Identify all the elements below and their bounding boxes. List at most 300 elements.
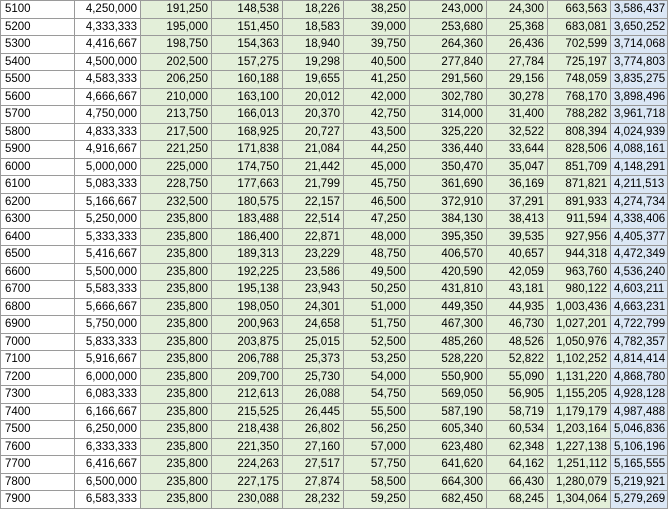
cell-deduction-a[interactable]: 235,800 — [141, 421, 212, 439]
cell-net-amount[interactable]: 4,663,231 — [611, 298, 668, 316]
cell-total-deductions[interactable]: 851,709 — [548, 158, 611, 176]
cell-gross[interactable]: 4,916,667 — [75, 141, 141, 159]
cell-deduction-c[interactable]: 23,943 — [283, 281, 344, 299]
cell-deduction-b[interactable]: 209,700 — [212, 368, 283, 386]
cell-total-deductions[interactable]: 828,506 — [548, 141, 611, 159]
cell-deduction-a[interactable]: 235,800 — [141, 211, 212, 229]
cell-deduction-c[interactable]: 23,229 — [283, 246, 344, 264]
cell-gross[interactable]: 6,166,667 — [75, 403, 141, 421]
cell-weight[interactable]: 7900 — [1, 491, 75, 509]
cell-net-amount[interactable]: 3,714,068 — [611, 36, 668, 54]
cell-total-deductions[interactable]: 1,227,138 — [548, 438, 611, 456]
cell-deduction-a[interactable]: 235,800 — [141, 246, 212, 264]
cell-weight[interactable]: 7100 — [1, 351, 75, 369]
cell-total-deductions[interactable]: 1,003,436 — [548, 298, 611, 316]
cell-deduction-d[interactable]: 58,500 — [344, 473, 410, 491]
cell-total-deductions[interactable]: 963,760 — [548, 263, 611, 281]
cell-deduction-b[interactable]: 163,100 — [212, 88, 283, 106]
cell-deduction-b[interactable]: 206,788 — [212, 351, 283, 369]
cell-weight[interactable]: 6800 — [1, 298, 75, 316]
cell-tax[interactable]: 350,470 — [410, 158, 487, 176]
cell-total-deductions[interactable]: 1,155,205 — [548, 386, 611, 404]
cell-gross[interactable]: 5,750,000 — [75, 316, 141, 334]
cell-deduction-c[interactable]: 20,370 — [283, 106, 344, 124]
table-row — [1, 88, 668, 106]
cell-tax[interactable]: 467,300 — [410, 316, 487, 334]
cell-tax[interactable]: 587,190 — [410, 403, 487, 421]
cell-local-tax[interactable]: 55,090 — [487, 368, 548, 386]
cell-gross[interactable]: 5,166,667 — [75, 193, 141, 211]
cell-tax[interactable]: 420,590 — [410, 263, 487, 281]
cell-tax[interactable]: 664,300 — [410, 473, 487, 491]
cell-deduction-c[interactable]: 26,445 — [283, 403, 344, 421]
cell-weight[interactable]: 5400 — [1, 53, 75, 71]
cell-gross[interactable]: 4,750,000 — [75, 106, 141, 124]
cell-gross[interactable]: 6,416,667 — [75, 456, 141, 474]
cell-tax[interactable]: 253,680 — [410, 18, 487, 36]
cell-deduction-c[interactable]: 20,012 — [283, 88, 344, 106]
cell-deduction-a[interactable]: 228,750 — [141, 176, 212, 194]
cell-weight[interactable]: 5200 — [1, 18, 75, 36]
cell-deduction-a[interactable]: 213,750 — [141, 106, 212, 124]
cell-deduction-b[interactable]: 215,525 — [212, 403, 283, 421]
cell-deduction-c[interactable]: 20,727 — [283, 123, 344, 141]
cell-deduction-c[interactable]: 28,232 — [283, 491, 344, 509]
cell-deduction-c[interactable]: 22,514 — [283, 211, 344, 229]
cell-net-amount[interactable]: 3,774,803 — [611, 53, 668, 71]
cell-gross[interactable]: 4,333,333 — [75, 18, 141, 36]
cell-deduction-a[interactable]: 235,800 — [141, 368, 212, 386]
cell-deduction-b[interactable]: 148,538 — [212, 1, 283, 19]
table-row — [1, 368, 668, 386]
cell-total-deductions[interactable]: 1,050,976 — [548, 333, 611, 351]
cell-gross[interactable]: 6,000,000 — [75, 368, 141, 386]
cell-weight[interactable]: 7300 — [1, 386, 75, 404]
cell-gross[interactable]: 4,583,333 — [75, 71, 141, 89]
cell-net-amount[interactable]: 5,106,196 — [611, 438, 668, 456]
cell-net-amount[interactable]: 3,898,496 — [611, 88, 668, 106]
cell-total-deductions[interactable]: 944,318 — [548, 246, 611, 264]
cell-net-amount[interactable]: 4,782,357 — [611, 333, 668, 351]
cell-deduction-b[interactable]: 203,875 — [212, 333, 283, 351]
cell-deduction-b[interactable]: 212,613 — [212, 386, 283, 404]
cell-local-tax[interactable]: 38,413 — [487, 211, 548, 229]
cell-tax[interactable]: 277,840 — [410, 53, 487, 71]
cell-deduction-b[interactable]: 224,263 — [212, 456, 283, 474]
cell-deduction-b[interactable]: 186,400 — [212, 228, 283, 246]
cell-deduction-d[interactable]: 39,000 — [344, 18, 410, 36]
cell-tax[interactable]: 682,450 — [410, 491, 487, 509]
cell-tax[interactable]: 372,910 — [410, 193, 487, 211]
cell-deduction-b[interactable]: 183,488 — [212, 211, 283, 229]
cell-deduction-b[interactable]: 168,925 — [212, 123, 283, 141]
cell-gross[interactable]: 5,833,333 — [75, 333, 141, 351]
cell-deduction-c[interactable]: 24,301 — [283, 298, 344, 316]
cell-total-deductions[interactable]: 683,081 — [548, 18, 611, 36]
cell-deduction-d[interactable]: 51,000 — [344, 298, 410, 316]
cell-local-tax[interactable]: 43,181 — [487, 281, 548, 299]
cell-weight[interactable]: 6700 — [1, 281, 75, 299]
cell-deduction-c[interactable]: 18,226 — [283, 1, 344, 19]
cell-deduction-a[interactable]: 235,800 — [141, 333, 212, 351]
cell-net-amount[interactable]: 4,274,734 — [611, 193, 668, 211]
cell-deduction-c[interactable]: 21,084 — [283, 141, 344, 159]
cell-total-deductions[interactable]: 1,203,164 — [548, 421, 611, 439]
cell-total-deductions[interactable]: 725,197 — [548, 53, 611, 71]
cell-gross[interactable]: 6,500,000 — [75, 473, 141, 491]
cell-net-amount[interactable]: 3,586,437 — [611, 1, 668, 19]
cell-weight[interactable]: 7700 — [1, 456, 75, 474]
cell-deduction-c[interactable]: 27,160 — [283, 438, 344, 456]
cell-local-tax[interactable]: 31,400 — [487, 106, 548, 124]
cell-local-tax[interactable]: 42,059 — [487, 263, 548, 281]
cell-weight[interactable]: 6200 — [1, 193, 75, 211]
cell-total-deductions[interactable]: 702,599 — [548, 36, 611, 54]
cell-gross[interactable]: 4,666,667 — [75, 88, 141, 106]
cell-local-tax[interactable]: 26,436 — [487, 36, 548, 54]
cell-tax[interactable]: 528,220 — [410, 351, 487, 369]
cell-local-tax[interactable]: 25,368 — [487, 18, 548, 36]
cell-tax[interactable]: 384,130 — [410, 211, 487, 229]
cell-gross[interactable]: 5,666,667 — [75, 298, 141, 316]
cell-weight[interactable]: 6000 — [1, 158, 75, 176]
cell-tax[interactable]: 325,220 — [410, 123, 487, 141]
cell-deduction-d[interactable]: 54,750 — [344, 386, 410, 404]
cell-deduction-d[interactable]: 46,500 — [344, 193, 410, 211]
cell-gross[interactable]: 6,583,333 — [75, 491, 141, 509]
cell-net-amount[interactable]: 4,603,211 — [611, 281, 668, 299]
cell-deduction-d[interactable]: 45,750 — [344, 176, 410, 194]
table-row — [1, 18, 668, 36]
cell-local-tax[interactable]: 30,278 — [487, 88, 548, 106]
cell-gross[interactable]: 5,916,667 — [75, 351, 141, 369]
cell-deduction-a[interactable]: 191,250 — [141, 1, 212, 19]
cell-deduction-a[interactable]: 235,800 — [141, 316, 212, 334]
cell-net-amount[interactable]: 4,814,414 — [611, 351, 668, 369]
cell-weight[interactable]: 5300 — [1, 36, 75, 54]
cell-net-amount[interactable]: 4,868,780 — [611, 368, 668, 386]
cell-local-tax[interactable]: 64,162 — [487, 456, 548, 474]
cell-gross[interactable]: 5,416,667 — [75, 246, 141, 264]
cell-tax[interactable]: 406,570 — [410, 246, 487, 264]
cell-local-tax[interactable]: 60,534 — [487, 421, 548, 439]
cell-weight[interactable]: 7600 — [1, 438, 75, 456]
cell-tax[interactable]: 431,810 — [410, 281, 487, 299]
cell-gross[interactable]: 6,083,333 — [75, 386, 141, 404]
cell-deduction-c[interactable]: 18,940 — [283, 36, 344, 54]
cell-deduction-a[interactable]: 232,500 — [141, 193, 212, 211]
cell-deduction-a[interactable]: 235,800 — [141, 263, 212, 281]
cell-net-amount[interactable]: 4,148,291 — [611, 158, 668, 176]
cell-deduction-a[interactable]: 235,800 — [141, 281, 212, 299]
cell-deduction-c[interactable]: 18,583 — [283, 18, 344, 36]
cell-deduction-d[interactable]: 57,000 — [344, 438, 410, 456]
cell-weight[interactable]: 5700 — [1, 106, 75, 124]
cell-weight[interactable]: 5100 — [1, 1, 75, 19]
cell-tax[interactable]: 291,560 — [410, 71, 487, 89]
cell-local-tax[interactable]: 33,644 — [487, 141, 548, 159]
cell-total-deductions[interactable]: 768,170 — [548, 88, 611, 106]
cell-deduction-c[interactable]: 26,088 — [283, 386, 344, 404]
cell-gross[interactable]: 5,250,000 — [75, 211, 141, 229]
cell-local-tax[interactable]: 68,245 — [487, 491, 548, 509]
cell-deduction-a[interactable]: 225,000 — [141, 158, 212, 176]
cell-tax[interactable]: 395,350 — [410, 228, 487, 246]
cell-tax[interactable]: 485,260 — [410, 333, 487, 351]
cell-local-tax[interactable]: 52,822 — [487, 351, 548, 369]
cell-gross[interactable]: 6,250,000 — [75, 421, 141, 439]
cell-deduction-a[interactable]: 206,250 — [141, 71, 212, 89]
cell-net-amount[interactable]: 4,536,240 — [611, 263, 668, 281]
cell-net-amount[interactable]: 4,088,161 — [611, 141, 668, 159]
spreadsheet-body — [1, 1, 668, 509]
cell-total-deductions[interactable]: 911,594 — [548, 211, 611, 229]
table-row — [1, 316, 668, 334]
cell-local-tax[interactable]: 39,535 — [487, 228, 548, 246]
cell-gross[interactable]: 4,500,000 — [75, 53, 141, 71]
cell-total-deductions[interactable]: 891,933 — [548, 193, 611, 211]
cell-deduction-c[interactable]: 22,157 — [283, 193, 344, 211]
cell-weight[interactable]: 6900 — [1, 316, 75, 334]
cell-deduction-c[interactable]: 21,799 — [283, 176, 344, 194]
cell-local-tax[interactable]: 36,169 — [487, 176, 548, 194]
cell-deduction-d[interactable]: 47,250 — [344, 211, 410, 229]
cell-deduction-a[interactable]: 202,500 — [141, 53, 212, 71]
cell-deduction-b[interactable]: 227,175 — [212, 473, 283, 491]
cell-deduction-a[interactable]: 235,800 — [141, 491, 212, 509]
cell-local-tax[interactable]: 66,430 — [487, 473, 548, 491]
cell-deduction-d[interactable]: 39,750 — [344, 36, 410, 54]
cell-local-tax[interactable]: 58,719 — [487, 403, 548, 421]
cell-deduction-a[interactable]: 235,800 — [141, 351, 212, 369]
cell-tax[interactable]: 641,620 — [410, 456, 487, 474]
cell-deduction-c[interactable]: 23,586 — [283, 263, 344, 281]
cell-weight[interactable]: 7000 — [1, 333, 75, 351]
cell-deduction-c[interactable]: 27,517 — [283, 456, 344, 474]
cell-deduction-c[interactable]: 22,871 — [283, 228, 344, 246]
cell-tax[interactable]: 314,000 — [410, 106, 487, 124]
cell-weight[interactable]: 7500 — [1, 421, 75, 439]
cell-deduction-a[interactable]: 235,800 — [141, 473, 212, 491]
cell-deduction-d[interactable]: 38,250 — [344, 1, 410, 19]
cell-deduction-b[interactable]: 221,350 — [212, 438, 283, 456]
cell-weight[interactable]: 6500 — [1, 246, 75, 264]
cell-deduction-b[interactable]: 154,363 — [212, 36, 283, 54]
cell-total-deductions[interactable]: 748,059 — [548, 71, 611, 89]
cell-deduction-a[interactable]: 235,800 — [141, 298, 212, 316]
cell-deduction-b[interactable]: 171,838 — [212, 141, 283, 159]
table-row — [1, 281, 668, 299]
table-row — [1, 473, 668, 491]
cell-deduction-d[interactable]: 50,250 — [344, 281, 410, 299]
cell-total-deductions[interactable]: 1,251,112 — [548, 456, 611, 474]
cell-deduction-a[interactable]: 195,000 — [141, 18, 212, 36]
cell-gross[interactable]: 5,583,333 — [75, 281, 141, 299]
cell-total-deductions[interactable]: 871,821 — [548, 176, 611, 194]
cell-deduction-d[interactable]: 57,750 — [344, 456, 410, 474]
cell-deduction-c[interactable]: 21,442 — [283, 158, 344, 176]
table-row — [1, 403, 668, 421]
cell-deduction-b[interactable]: 198,050 — [212, 298, 283, 316]
cell-local-tax[interactable]: 46,730 — [487, 316, 548, 334]
cell-deduction-d[interactable]: 43,500 — [344, 123, 410, 141]
cell-tax[interactable]: 336,440 — [410, 141, 487, 159]
cell-weight[interactable]: 6100 — [1, 176, 75, 194]
cell-local-tax[interactable]: 32,522 — [487, 123, 548, 141]
cell-weight[interactable]: 7400 — [1, 403, 75, 421]
cell-deduction-a[interactable]: 235,800 — [141, 403, 212, 421]
cell-deduction-c[interactable]: 25,015 — [283, 333, 344, 351]
cell-deduction-d[interactable]: 54,000 — [344, 368, 410, 386]
cell-net-amount[interactable]: 5,279,269 — [611, 491, 668, 509]
cell-net-amount[interactable]: 3,835,275 — [611, 71, 668, 89]
cell-total-deductions[interactable]: 808,394 — [548, 123, 611, 141]
cell-deduction-d[interactable]: 41,250 — [344, 71, 410, 89]
cell-weight[interactable]: 6400 — [1, 228, 75, 246]
cell-deduction-b[interactable]: 160,188 — [212, 71, 283, 89]
cell-weight[interactable]: 5500 — [1, 71, 75, 89]
cell-total-deductions[interactable]: 788,282 — [548, 106, 611, 124]
table-row — [1, 298, 668, 316]
cell-deduction-b[interactable]: 177,663 — [212, 176, 283, 194]
cell-local-tax[interactable]: 35,047 — [487, 158, 548, 176]
cell-deduction-d[interactable]: 45,000 — [344, 158, 410, 176]
cell-tax[interactable]: 361,690 — [410, 176, 487, 194]
cell-total-deductions[interactable]: 663,563 — [548, 1, 611, 19]
cell-deduction-b[interactable]: 200,963 — [212, 316, 283, 334]
cell-deduction-d[interactable]: 48,750 — [344, 246, 410, 264]
cell-deduction-a[interactable]: 235,800 — [141, 228, 212, 246]
cell-total-deductions[interactable]: 1,304,064 — [548, 491, 611, 509]
cell-deduction-b[interactable]: 218,438 — [212, 421, 283, 439]
cell-tax[interactable]: 302,780 — [410, 88, 487, 106]
cell-gross[interactable]: 5,000,000 — [75, 158, 141, 176]
cell-net-amount[interactable]: 5,046,836 — [611, 421, 668, 439]
cell-deduction-d[interactable]: 55,500 — [344, 403, 410, 421]
cell-gross[interactable]: 5,083,333 — [75, 176, 141, 194]
cell-deduction-d[interactable]: 44,250 — [344, 141, 410, 159]
cell-local-tax[interactable]: 37,291 — [487, 193, 548, 211]
cell-deduction-a[interactable]: 198,750 — [141, 36, 212, 54]
cell-deduction-b[interactable]: 166,013 — [212, 106, 283, 124]
cell-net-amount[interactable]: 4,405,377 — [611, 228, 668, 246]
cell-net-amount[interactable]: 3,961,718 — [611, 106, 668, 124]
cell-total-deductions[interactable]: 1,280,079 — [548, 473, 611, 491]
cell-local-tax[interactable]: 44,935 — [487, 298, 548, 316]
cell-gross[interactable]: 4,833,333 — [75, 123, 141, 141]
cell-deduction-c[interactable]: 25,373 — [283, 351, 344, 369]
cell-deduction-d[interactable]: 53,250 — [344, 351, 410, 369]
cell-deduction-d[interactable]: 51,750 — [344, 316, 410, 334]
cell-deduction-d[interactable]: 48,000 — [344, 228, 410, 246]
cell-weight[interactable]: 6300 — [1, 211, 75, 229]
cell-deduction-b[interactable]: 180,575 — [212, 193, 283, 211]
cell-weight[interactable]: 5900 — [1, 141, 75, 159]
cell-net-amount[interactable]: 3,650,252 — [611, 18, 668, 36]
cell-total-deductions[interactable]: 1,179,179 — [548, 403, 611, 421]
cell-deduction-a[interactable]: 217,500 — [141, 123, 212, 141]
cell-deduction-b[interactable]: 151,450 — [212, 18, 283, 36]
cell-deduction-a[interactable]: 210,000 — [141, 88, 212, 106]
cell-tax[interactable]: 264,360 — [410, 36, 487, 54]
cell-deduction-c[interactable]: 24,658 — [283, 316, 344, 334]
cell-deduction-c[interactable]: 25,730 — [283, 368, 344, 386]
cell-deduction-d[interactable]: 42,750 — [344, 106, 410, 124]
cell-deduction-a[interactable]: 235,800 — [141, 438, 212, 456]
cell-gross[interactable]: 4,416,667 — [75, 36, 141, 54]
cell-weight[interactable]: 7200 — [1, 368, 75, 386]
cell-total-deductions[interactable]: 1,027,201 — [548, 316, 611, 334]
cell-deduction-d[interactable]: 42,000 — [344, 88, 410, 106]
cell-deduction-c[interactable]: 19,655 — [283, 71, 344, 89]
cell-deduction-c[interactable]: 26,802 — [283, 421, 344, 439]
cell-total-deductions[interactable]: 1,131,220 — [548, 368, 611, 386]
cell-local-tax[interactable]: 40,657 — [487, 246, 548, 264]
cell-gross[interactable]: 5,333,333 — [75, 228, 141, 246]
cell-deduction-d[interactable]: 52,500 — [344, 333, 410, 351]
cell-total-deductions[interactable]: 927,956 — [548, 228, 611, 246]
cell-net-amount[interactable]: 4,722,799 — [611, 316, 668, 334]
cell-net-amount[interactable]: 4,928,128 — [611, 386, 668, 404]
cell-deduction-a[interactable]: 235,800 — [141, 386, 212, 404]
cell-total-deductions[interactable]: 980,122 — [548, 281, 611, 299]
cell-net-amount[interactable]: 4,338,406 — [611, 211, 668, 229]
cell-deduction-b[interactable]: 192,225 — [212, 263, 283, 281]
table-row — [1, 1, 668, 19]
cell-net-amount[interactable]: 4,211,513 — [611, 176, 668, 194]
cell-tax[interactable]: 449,350 — [410, 298, 487, 316]
cell-net-amount[interactable]: 4,987,488 — [611, 403, 668, 421]
cell-deduction-b[interactable]: 157,275 — [212, 53, 283, 71]
cell-deduction-b[interactable]: 174,750 — [212, 158, 283, 176]
cell-gross[interactable]: 6,333,333 — [75, 438, 141, 456]
cell-deduction-b[interactable]: 189,313 — [212, 246, 283, 264]
cell-tax[interactable]: 569,050 — [410, 386, 487, 404]
cell-weight[interactable]: 6600 — [1, 263, 75, 281]
cell-weight[interactable]: 5800 — [1, 123, 75, 141]
cell-tax[interactable]: 623,480 — [410, 438, 487, 456]
cell-deduction-b[interactable]: 230,088 — [212, 491, 283, 509]
cell-weight[interactable]: 5600 — [1, 88, 75, 106]
cell-tax[interactable]: 605,340 — [410, 421, 487, 439]
cell-deduction-d[interactable]: 56,250 — [344, 421, 410, 439]
cell-net-amount[interactable]: 4,472,349 — [611, 246, 668, 264]
cell-local-tax[interactable]: 24,300 — [487, 1, 548, 19]
cell-net-amount[interactable]: 5,219,921 — [611, 473, 668, 491]
cell-deduction-a[interactable]: 235,800 — [141, 456, 212, 474]
cell-tax[interactable]: 243,000 — [410, 1, 487, 19]
cell-deduction-b[interactable]: 195,138 — [212, 281, 283, 299]
cell-deduction-d[interactable]: 49,500 — [344, 263, 410, 281]
cell-deduction-a[interactable]: 221,250 — [141, 141, 212, 159]
cell-gross[interactable]: 4,250,000 — [75, 1, 141, 19]
cell-local-tax[interactable]: 27,784 — [487, 53, 548, 71]
cell-local-tax[interactable]: 56,905 — [487, 386, 548, 404]
cell-total-deductions[interactable]: 1,102,252 — [548, 351, 611, 369]
cell-deduction-c[interactable]: 27,874 — [283, 473, 344, 491]
cell-local-tax[interactable]: 62,348 — [487, 438, 548, 456]
cell-local-tax[interactable]: 29,156 — [487, 71, 548, 89]
cell-deduction-d[interactable]: 59,250 — [344, 491, 410, 509]
cell-weight[interactable]: 7800 — [1, 473, 75, 491]
cell-tax[interactable]: 550,900 — [410, 368, 487, 386]
cell-gross[interactable]: 5,500,000 — [75, 263, 141, 281]
cell-deduction-d[interactable]: 40,500 — [344, 53, 410, 71]
cell-local-tax[interactable]: 48,526 — [487, 333, 548, 351]
cell-net-amount[interactable]: 4,024,939 — [611, 123, 668, 141]
cell-deduction-c[interactable]: 19,298 — [283, 53, 344, 71]
cell-net-amount[interactable]: 5,165,555 — [611, 456, 668, 474]
